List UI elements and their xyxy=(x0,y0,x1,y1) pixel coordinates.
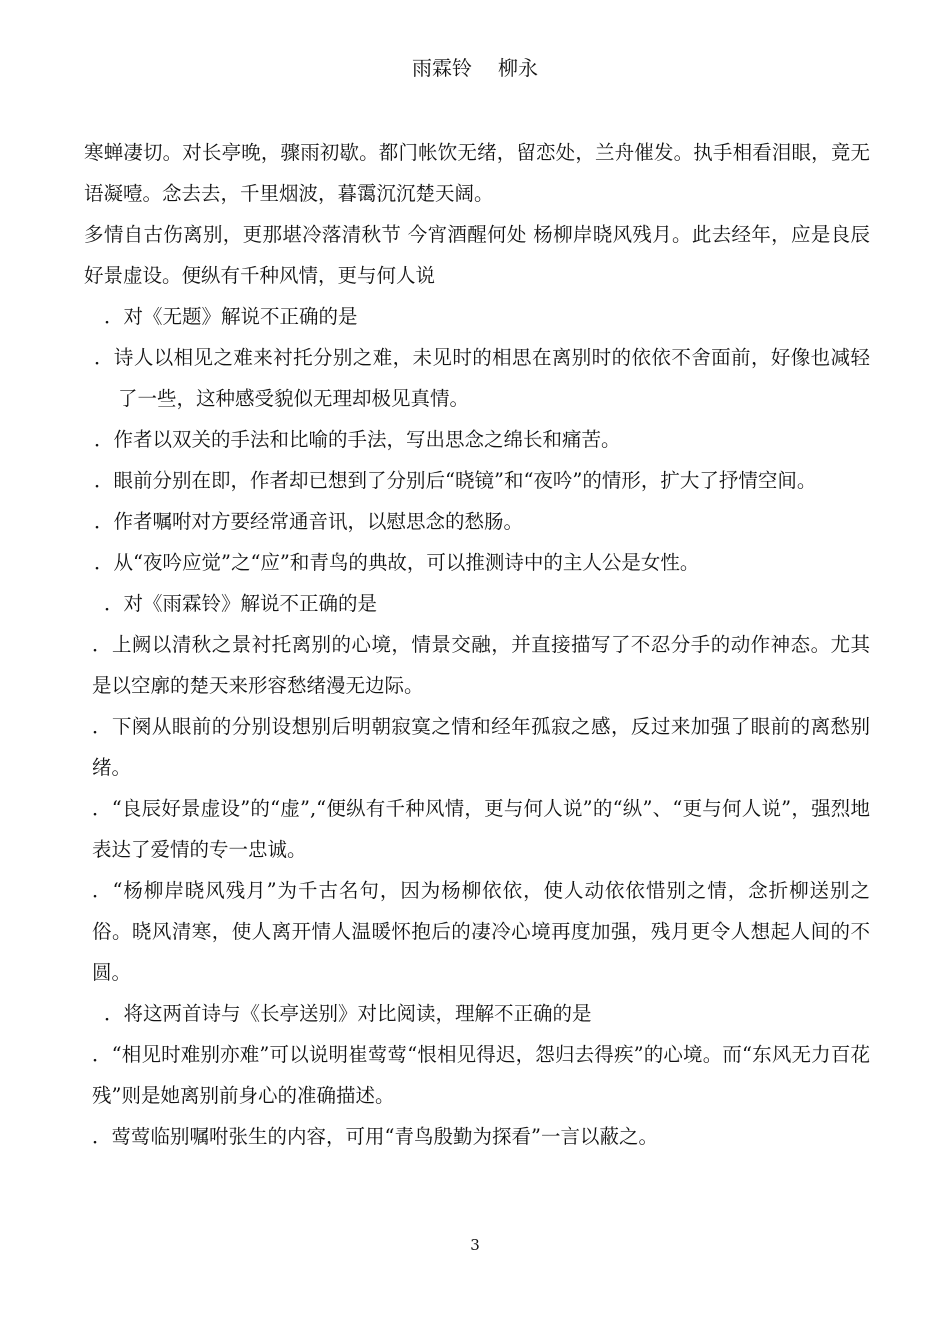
answer-option: ．上阙以清秋之景衬托离别的心境，情景交融，并直接描写了不忍分手的动作神态。尤其是以空廓的楚天来形容愁绪漫无边际。 xyxy=(92,633,870,697)
answer-option: ．眼前分别在即，作者却已想到了分别后“晓镜”和“夜吟”的情形，扩大了抒情空间。 xyxy=(94,469,817,492)
answer-option: ．“相见时难别亦难”可以说明崔莺莺“恨相见得迟，怨归去得疾”的心境。而“东风无力百花残”则是她离别前身心的准确描述。 xyxy=(92,1043,870,1107)
page-number: 3 xyxy=(470,1236,480,1254)
page-title xyxy=(0,54,950,82)
poem-author: 柳永 xyxy=(498,56,538,80)
question-stem: ．对《无题》解说不正确的是 xyxy=(104,305,358,328)
poem-line: 多情自古伤离别，更那堪冷落清秋节 今宵酒醒何处 杨柳岸晓风残月。此去经年，应是良辰好景虚设。便纵有千种风情，更与何人说 xyxy=(84,223,870,287)
document-body xyxy=(84,132,870,1157)
answer-option: ．从“夜吟应觉”之“应”和青鸟的典故，可以推测诗中的主人公是女性。 xyxy=(94,551,700,574)
poem-title: 雨霖铃 xyxy=(412,56,472,80)
answer-option: ．下阕从眼前的分别设想别后明朝寂寞之情和经年孤寂之感，反过来加强了眼前的离愁别绪。 xyxy=(92,715,870,779)
answer-option: ．诗人以相见之难来衬托分别之难，未见时的相思在离别时的依依不舍面前，好像也减轻了一些，这种感受貌似无理却极见真情。 xyxy=(94,346,870,410)
answer-option: ．作者嘱咐对方要经常通音讯，以慰思念的愁肠。 xyxy=(94,510,524,533)
answer-option: ．“杨柳岸晓风残月”为千古名句，因为杨柳依依，使人动依依惜别之情，念折柳送别之俗。晓风清寒，使人离开情人温暖怀抱后的凄冷心境再度加强，残月更令人想起人间的不圆。 xyxy=(92,879,870,984)
answer-option: ．莺莺临别嘱咐张生的内容，可用“青鸟殷勤为探看”一言以蔽之。 xyxy=(92,1125,658,1148)
answer-option: ．作者以双关的手法和比喻的手法，写出思念之绵长和痛苦。 xyxy=(94,428,621,451)
question-stem: ．将这两首诗与《长亭送别》对比阅读，理解不正确的是 xyxy=(104,1002,592,1025)
poem-line: 寒蝉凄切。对长亭晚，骤雨初歇。都门帐饮无绪，留恋处，兰舟催发。执手相看泪眼，竟无语凝噎。念去去，千里烟波，暮霭沉沉楚天阔。 xyxy=(84,141,870,205)
question-stem: ．对《雨霖铃》解说不正确的是 xyxy=(104,592,378,615)
answer-option: ．“良辰好景虚设”的“虚”,“便纵有千种风情，更与何人说”的“纵”、“更与何人说”，强烈地表达了爱情的专一忠诚。 xyxy=(92,797,870,861)
